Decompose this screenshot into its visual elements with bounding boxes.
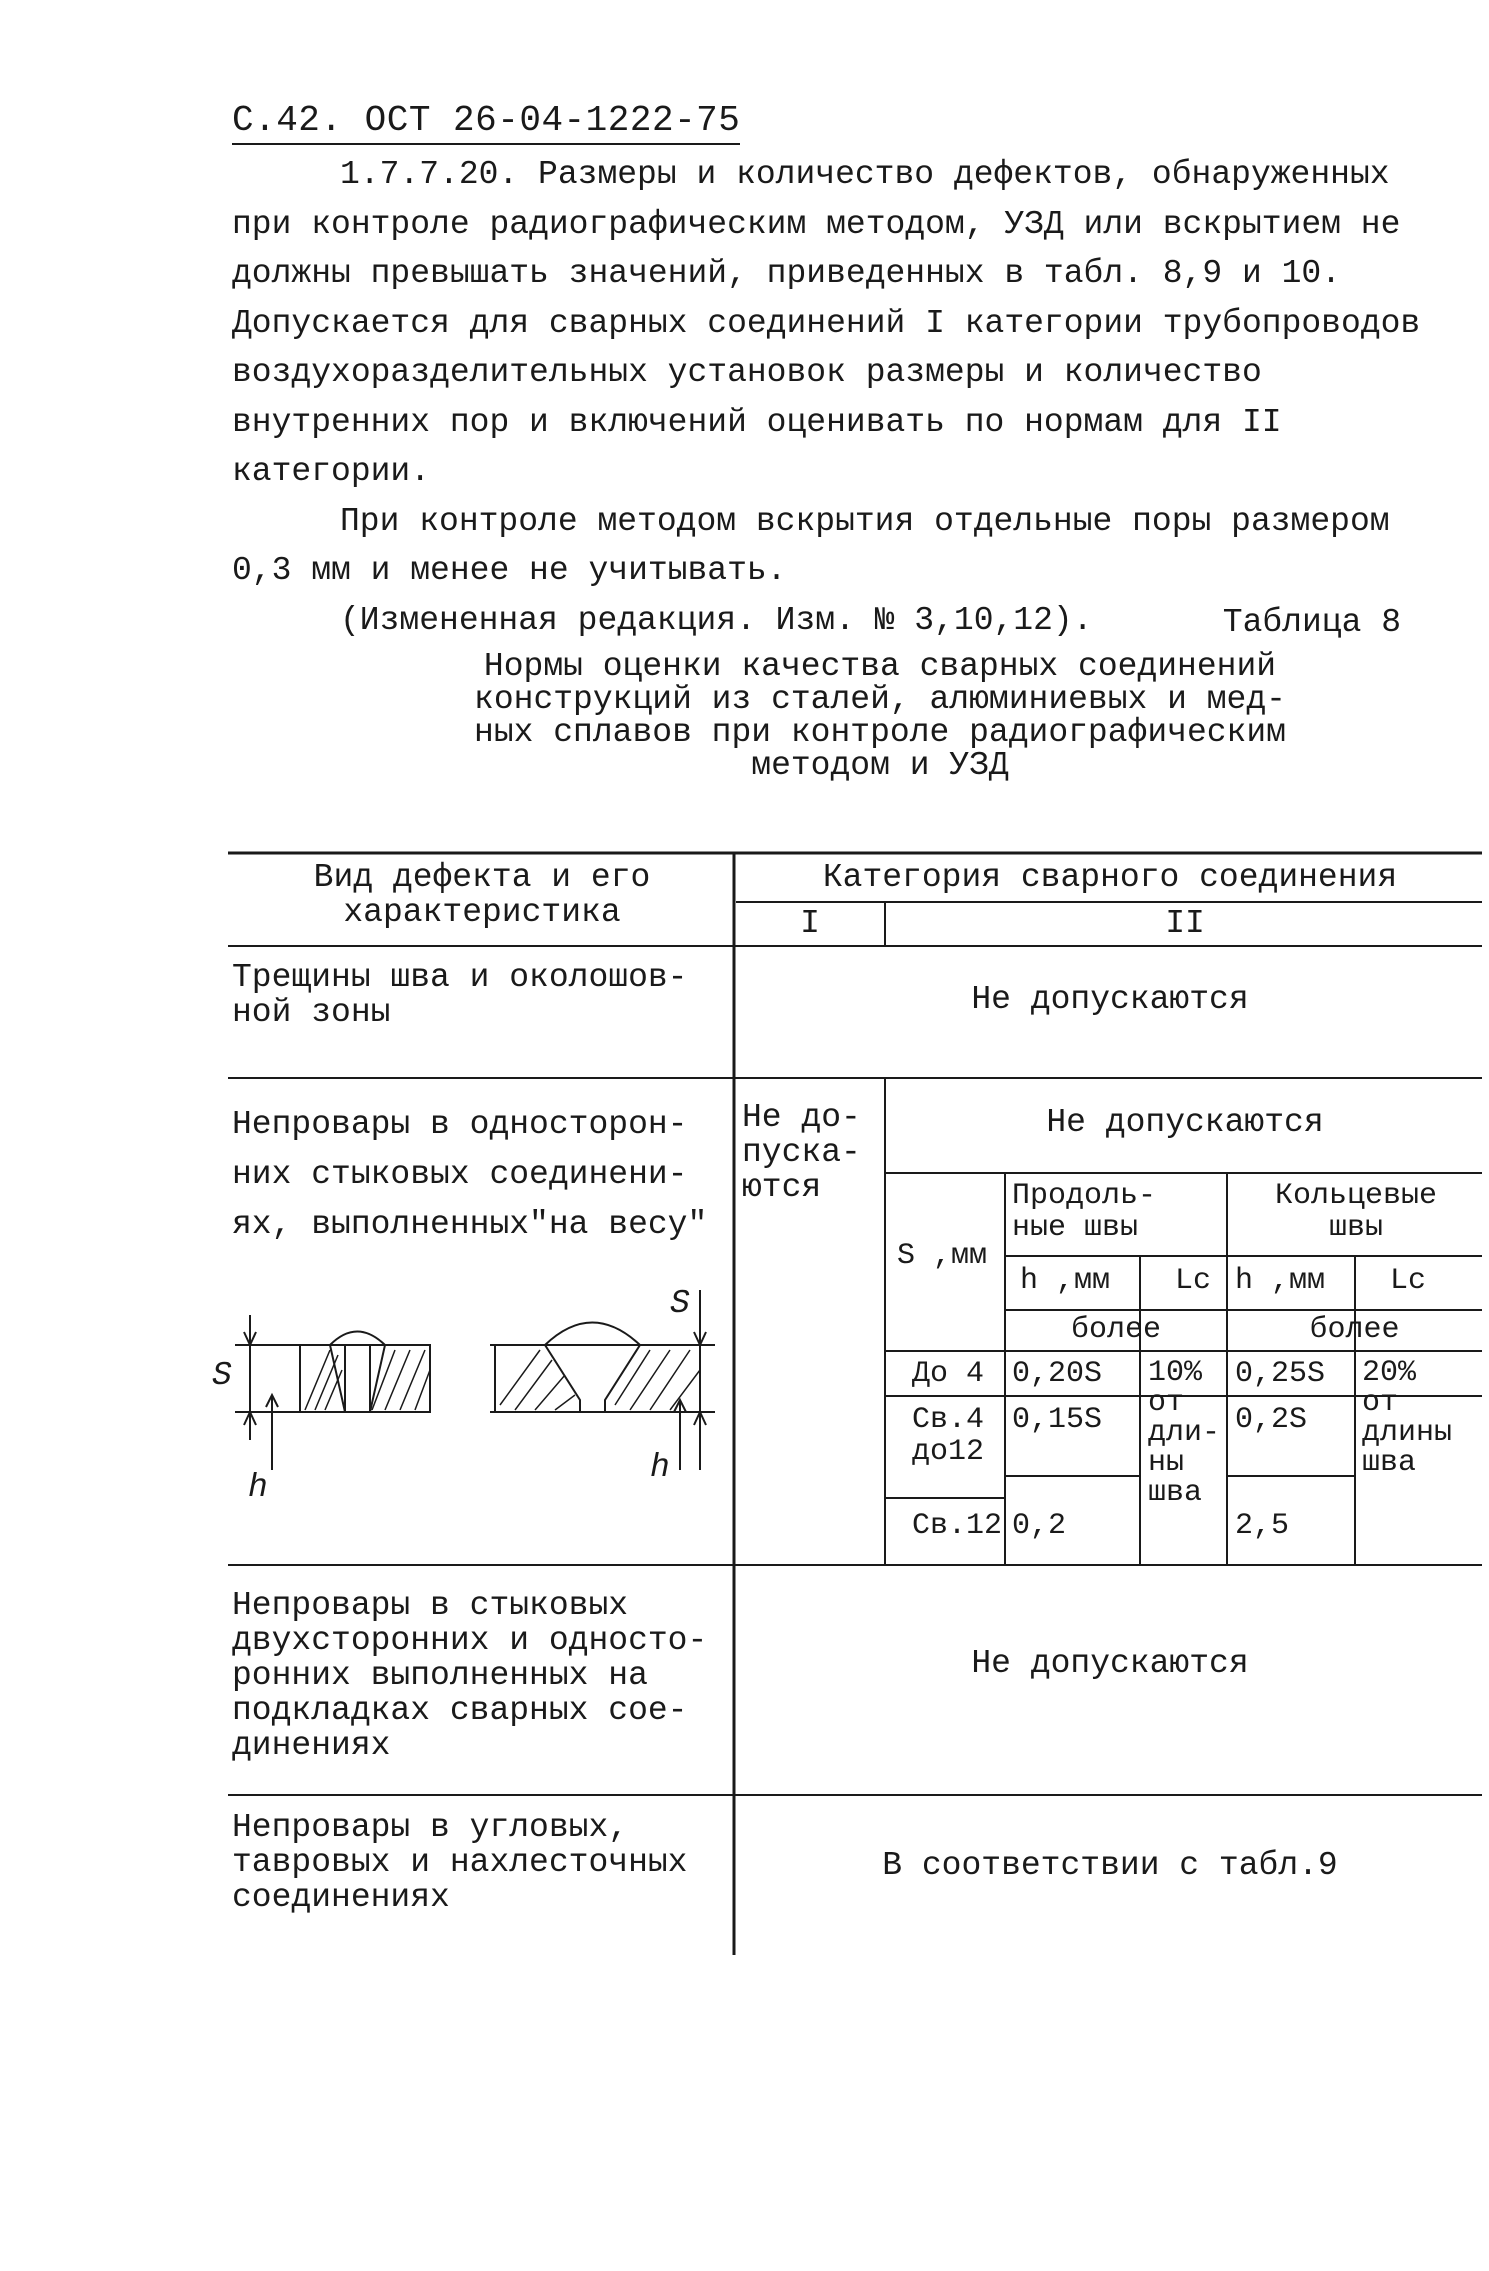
- row3-value: Не допускаются: [971, 1645, 1249, 1682]
- fig-h-right: h: [650, 1449, 670, 1486]
- h-mm-circ: h ,мм: [1235, 1264, 1326, 1298]
- lc-long-value: 10% от дли- ны шва: [1148, 1356, 1221, 1510]
- table-title-line: методом и УЗД: [751, 747, 1009, 784]
- table-title-line: конструкций из сталей, алюминиевых и мед-: [474, 681, 1286, 718]
- row3-defect: Непровары в стыковых двухсторонних и односто- ронних выполненных на подкладках сварных сое- динениях: [232, 1587, 708, 1764]
- paragraph-1: 1.7.7.20. Размеры и количество дефектов, обнаруженных при контроле радиографическим методом, УЗД или вскрытием не должны превышать значений, приведенных в табл. 8,9 и 10. Допускается для сварных соединений I категории трубопроводов воздухоразделительных установок размеры и количество внутренних пор и включений оценивать по нормам для II категории.: [232, 156, 1421, 490]
- fig-s-left: S: [212, 1357, 232, 1394]
- paragraph-3: (Измененная редакция. Изм. № 3,10,12).: [340, 601, 1093, 639]
- h-circ-row-2: 0,2S: [1235, 1403, 1308, 1437]
- paragraph-2: При контроле методом вскрытия отдельные поры размером 0,3 мм и менее не учитывать.: [232, 502, 1390, 589]
- longitudinal-header: Продоль- ные швы: [1012, 1179, 1157, 1245]
- table-title-line: ных сплавов при контроле радиографическим: [474, 714, 1286, 751]
- lc-long: Lc: [1175, 1264, 1212, 1298]
- category-1: I: [800, 905, 820, 942]
- lc-circ-value: 20% от длины шва: [1362, 1356, 1453, 1480]
- circular-header: Кольцевые швы: [1274, 1179, 1438, 1245]
- table-number: Таблица 8: [1222, 604, 1401, 641]
- fig-s-right: S: [670, 1285, 690, 1322]
- s-row-3: Св.12: [912, 1509, 1003, 1543]
- fig-h-left: h: [248, 1469, 268, 1506]
- table-title-line: Нормы оценки качества сварных соединений: [483, 648, 1277, 685]
- more-circ: более: [1309, 1313, 1400, 1347]
- column-header-category: Категория сварного соединения: [822, 859, 1398, 896]
- lc-circ: Lc: [1390, 1264, 1427, 1298]
- h-mm-long: h ,мм: [1020, 1264, 1111, 1298]
- s-row-1: До 4: [912, 1357, 985, 1391]
- row2-defect: Непровары в односторон- них стыковых соединени- ях, выполненных"на весу": [232, 1106, 708, 1243]
- s-row-2: Св.4 до12: [912, 1403, 985, 1469]
- more-long: более: [1070, 1313, 1161, 1347]
- h-long-row-1: 0,20S: [1012, 1357, 1103, 1391]
- s-mm-header: S ,мм: [897, 1239, 988, 1273]
- row2-cat2-top: Не допускаются: [1046, 1104, 1324, 1141]
- row1-defect: Трещины шва и околошов- ной зоны: [232, 959, 688, 1031]
- category-2: II: [1165, 905, 1205, 942]
- h-circ-row-3: 2,5: [1235, 1509, 1290, 1543]
- row4-value: В соответствии с табл.9: [882, 1847, 1338, 1884]
- page-header: С.42. ОСТ 26-04-1222-75: [232, 100, 740, 145]
- row2-cat1: Не до- пуска- ются: [742, 1099, 861, 1206]
- row4-defect: Непровары в угловых, тавровых и нахлесточных соединениях: [232, 1809, 688, 1916]
- weld-figure: [235, 1290, 715, 1470]
- h-circ-row-1: 0,25S: [1235, 1357, 1326, 1391]
- h-long-row-3: 0,2: [1012, 1509, 1067, 1543]
- column-header-defect: Вид дефекта и его характеристика: [313, 859, 651, 931]
- h-long-row-2: 0,15S: [1012, 1403, 1103, 1437]
- row1-value: Не допускаются: [971, 981, 1249, 1018]
